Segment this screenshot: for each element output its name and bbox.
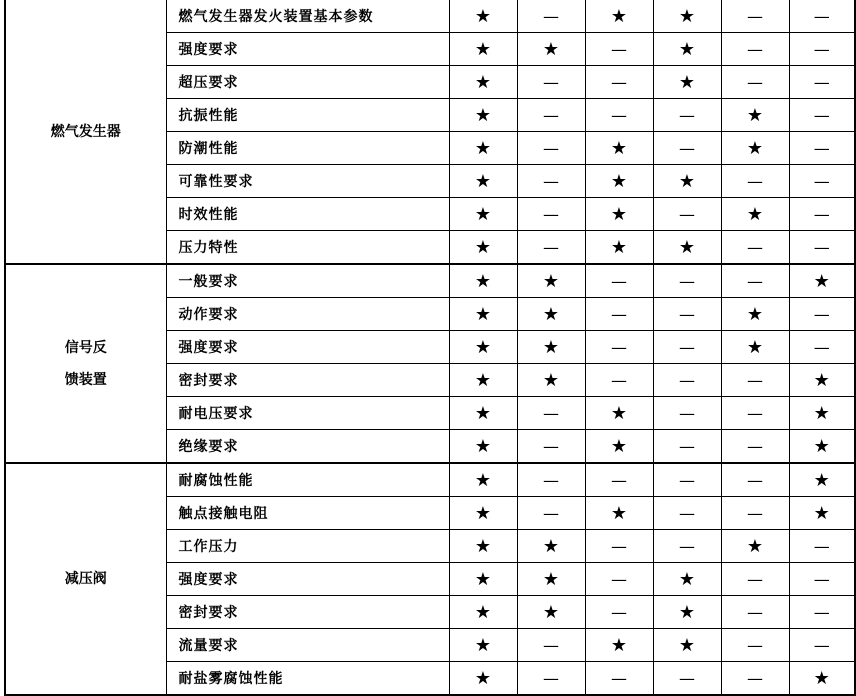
dash-mark — [721, 463, 789, 497]
dash-icon: — — [679, 503, 695, 523]
star-mark — [721, 198, 789, 231]
item-name: 强度要求 — [166, 331, 449, 364]
dash-icon: — — [813, 635, 830, 655]
star-mark — [449, 563, 517, 596]
star-mark — [653, 629, 721, 662]
star-icon: ★ — [542, 601, 560, 623]
dash-mark — [653, 463, 721, 497]
star-icon: ★ — [474, 634, 492, 656]
dash-icon: — — [747, 271, 763, 291]
group-label — [5, 264, 166, 463]
table-row — [5, 0, 855, 33]
dash-icon: — — [679, 403, 695, 423]
star-icon: ★ — [746, 137, 764, 159]
dash-mark — [585, 463, 653, 497]
dash-mark — [585, 596, 653, 629]
star-mark — [585, 231, 653, 265]
star-icon: ★ — [474, 435, 492, 457]
dash-mark — [653, 530, 721, 563]
star-icon: ★ — [813, 369, 830, 391]
star-mark — [585, 629, 653, 662]
dash-mark — [721, 397, 789, 430]
star-icon: ★ — [813, 435, 830, 457]
dash-mark — [653, 364, 721, 397]
dash-icon: — — [611, 105, 627, 125]
dash-icon: — — [543, 6, 559, 26]
dash-mark — [721, 430, 789, 464]
dash-mark — [789, 0, 855, 33]
dash-icon: — — [543, 436, 559, 456]
star-mark — [653, 66, 721, 99]
dash-mark — [721, 33, 789, 66]
item-name: 燃气发生器发火装置基本参数 — [166, 0, 449, 33]
dash-mark — [653, 397, 721, 430]
dash-mark — [789, 563, 855, 596]
star-mark — [517, 331, 585, 364]
item-name: 耐腐蚀性能 — [166, 463, 449, 497]
star-icon: ★ — [678, 5, 696, 27]
star-icon: ★ — [474, 303, 492, 325]
star-icon: ★ — [474, 369, 492, 391]
dash-icon: — — [679, 337, 695, 357]
star-icon: ★ — [474, 203, 492, 225]
star-icon: ★ — [542, 568, 560, 590]
dash-icon: — — [813, 337, 830, 357]
dash-mark — [517, 132, 585, 165]
star-mark — [449, 629, 517, 662]
star-icon: ★ — [813, 502, 830, 524]
star-mark — [517, 33, 585, 66]
star-mark — [517, 563, 585, 596]
dash-mark — [517, 198, 585, 231]
item-name: 时效性能 — [166, 198, 449, 231]
dash-mark — [517, 629, 585, 662]
dash-icon: — — [543, 237, 559, 257]
dash-mark — [721, 364, 789, 397]
item-name: 一般要求 — [166, 264, 449, 298]
star-mark — [449, 364, 517, 397]
dash-icon: — — [813, 237, 830, 257]
dash-icon: — — [679, 304, 695, 324]
star-mark — [653, 0, 721, 33]
dash-icon: — — [611, 337, 627, 357]
dash-mark — [653, 298, 721, 331]
dash-mark — [517, 397, 585, 430]
dash-icon: — — [813, 569, 830, 589]
item-name: 强度要求 — [166, 33, 449, 66]
star-icon: ★ — [610, 402, 628, 424]
dash-mark — [653, 497, 721, 530]
dash-icon: — — [543, 171, 559, 191]
dash-mark — [721, 231, 789, 265]
star-icon: ★ — [813, 402, 830, 424]
dash-mark — [721, 0, 789, 33]
dash-icon: — — [747, 6, 763, 26]
dash-icon: — — [813, 204, 830, 224]
star-icon: ★ — [474, 5, 492, 27]
star-icon: ★ — [474, 137, 492, 159]
star-icon: ★ — [610, 502, 628, 524]
dash-icon: — — [813, 138, 830, 158]
star-icon: ★ — [474, 667, 492, 689]
dash-icon: — — [611, 668, 627, 688]
star-mark — [789, 463, 855, 497]
dash-mark — [585, 99, 653, 132]
dash-icon: — — [611, 470, 627, 490]
star-mark — [449, 99, 517, 132]
dash-mark — [653, 430, 721, 464]
dash-mark — [653, 264, 721, 298]
star-mark — [585, 0, 653, 33]
star-mark — [449, 430, 517, 464]
dash-icon: — — [611, 370, 627, 390]
star-mark — [721, 530, 789, 563]
dash-mark — [789, 629, 855, 662]
item-name: 密封要求 — [166, 364, 449, 397]
dash-icon: — — [679, 370, 695, 390]
star-mark — [449, 530, 517, 563]
dash-icon: — — [747, 569, 763, 589]
star-mark — [789, 662, 855, 696]
group-label-line: 燃气发生器 — [50, 123, 121, 140]
dash-mark — [789, 33, 855, 66]
dash-icon: — — [747, 436, 763, 456]
dash-icon: — — [747, 39, 763, 59]
dash-icon: — — [747, 503, 763, 523]
star-mark — [721, 132, 789, 165]
item-name: 防潮性能 — [166, 132, 449, 165]
dash-icon: — — [611, 536, 627, 556]
star-mark — [653, 165, 721, 198]
dash-icon: — — [747, 237, 763, 257]
star-icon: ★ — [610, 236, 628, 258]
dash-icon: — — [543, 635, 559, 655]
dash-mark — [653, 331, 721, 364]
group-label-line: 减压阀 — [64, 571, 107, 587]
star-icon: ★ — [813, 667, 830, 689]
star-mark — [449, 331, 517, 364]
star-mark — [789, 397, 855, 430]
star-mark — [585, 497, 653, 530]
dash-mark — [517, 99, 585, 132]
star-mark — [585, 165, 653, 198]
dash-mark — [653, 132, 721, 165]
dash-icon: — — [813, 536, 830, 556]
star-icon: ★ — [542, 336, 560, 358]
star-mark — [449, 231, 517, 265]
dash-icon: — — [611, 72, 627, 92]
star-icon: ★ — [678, 236, 696, 258]
dash-icon: — — [747, 171, 763, 191]
star-icon: ★ — [678, 38, 696, 60]
dash-icon: — — [813, 6, 830, 26]
dash-mark — [517, 231, 585, 265]
star-icon: ★ — [746, 535, 764, 557]
dash-mark — [789, 165, 855, 198]
star-mark — [653, 563, 721, 596]
star-mark — [585, 132, 653, 165]
star-icon: ★ — [813, 270, 830, 292]
dash-mark — [517, 662, 585, 696]
dash-icon: — — [543, 470, 559, 490]
dash-mark — [789, 530, 855, 563]
dash-mark — [585, 298, 653, 331]
dash-icon: — — [813, 602, 830, 622]
star-icon: ★ — [610, 5, 628, 27]
star-mark — [653, 231, 721, 265]
star-mark — [517, 364, 585, 397]
star-mark — [449, 497, 517, 530]
dash-icon: — — [679, 138, 695, 158]
star-mark — [653, 596, 721, 629]
star-mark — [449, 165, 517, 198]
star-icon: ★ — [610, 435, 628, 457]
dash-icon: — — [813, 72, 830, 92]
dash-icon: — — [543, 138, 559, 158]
star-icon: ★ — [610, 170, 628, 192]
dash-mark — [721, 596, 789, 629]
dash-mark — [585, 662, 653, 696]
dash-icon: — — [813, 171, 830, 191]
item-name: 动作要求 — [166, 298, 449, 331]
dash-mark — [721, 497, 789, 530]
star-mark — [449, 397, 517, 430]
star-mark — [789, 364, 855, 397]
dash-mark — [585, 66, 653, 99]
star-icon: ★ — [474, 104, 492, 126]
dash-mark — [585, 331, 653, 364]
star-mark — [517, 530, 585, 563]
star-icon: ★ — [474, 402, 492, 424]
star-mark — [449, 0, 517, 33]
star-mark — [653, 33, 721, 66]
dash-icon: — — [543, 72, 559, 92]
table-body — [5, 0, 855, 695]
star-mark — [449, 132, 517, 165]
dash-icon: — — [679, 105, 695, 125]
star-mark — [449, 66, 517, 99]
star-icon: ★ — [678, 634, 696, 656]
star-mark — [721, 331, 789, 364]
item-name: 压力特性 — [166, 231, 449, 265]
star-mark — [721, 298, 789, 331]
item-name: 工作压力 — [166, 530, 449, 563]
dash-mark — [653, 99, 721, 132]
dash-icon: — — [679, 271, 695, 291]
item-name: 抗振性能 — [166, 99, 449, 132]
star-icon: ★ — [746, 203, 764, 225]
dash-icon: — — [611, 569, 627, 589]
dash-mark — [721, 264, 789, 298]
star-icon: ★ — [746, 104, 764, 126]
star-mark — [721, 99, 789, 132]
star-icon: ★ — [813, 469, 830, 491]
dash-icon: — — [679, 204, 695, 224]
item-name: 流量要求 — [166, 629, 449, 662]
star-icon: ★ — [678, 170, 696, 192]
dash-icon: — — [543, 503, 559, 523]
dash-mark — [789, 298, 855, 331]
dash-mark — [653, 198, 721, 231]
star-icon: ★ — [678, 601, 696, 623]
star-mark — [449, 198, 517, 231]
dash-mark — [789, 99, 855, 132]
star-mark — [449, 463, 517, 497]
group-label — [5, 0, 166, 264]
star-icon: ★ — [474, 71, 492, 93]
star-icon: ★ — [678, 568, 696, 590]
dash-mark — [517, 66, 585, 99]
dash-icon: — — [679, 470, 695, 490]
dash-icon: — — [543, 105, 559, 125]
star-icon: ★ — [542, 369, 560, 391]
star-icon: ★ — [610, 203, 628, 225]
star-mark — [789, 430, 855, 464]
table-row — [5, 264, 855, 298]
dash-mark — [721, 629, 789, 662]
star-icon: ★ — [474, 270, 492, 292]
dash-mark — [517, 165, 585, 198]
star-icon: ★ — [542, 535, 560, 557]
dash-icon: — — [747, 72, 763, 92]
inspection-items-table — [4, 0, 856, 696]
dash-icon: — — [747, 602, 763, 622]
star-icon: ★ — [542, 38, 560, 60]
dash-icon: — — [679, 536, 695, 556]
star-mark — [449, 298, 517, 331]
star-icon: ★ — [542, 270, 560, 292]
dash-icon: — — [813, 39, 830, 59]
star-mark — [517, 298, 585, 331]
star-mark — [517, 264, 585, 298]
star-mark — [789, 497, 855, 530]
dash-mark — [585, 563, 653, 596]
star-mark — [585, 397, 653, 430]
dash-icon: — — [813, 105, 830, 125]
dash-mark — [789, 331, 855, 364]
star-icon: ★ — [746, 303, 764, 325]
dash-mark — [721, 563, 789, 596]
dash-icon: — — [813, 304, 830, 324]
dash-mark — [585, 264, 653, 298]
item-name: 绝缘要求 — [166, 430, 449, 464]
group-label-line: 馈装置 — [64, 371, 107, 388]
star-icon: ★ — [678, 71, 696, 93]
star-icon: ★ — [746, 336, 764, 358]
dash-icon: — — [747, 668, 763, 688]
star-mark — [517, 596, 585, 629]
item-name: 超压要求 — [166, 66, 449, 99]
star-mark — [585, 430, 653, 464]
dash-mark — [653, 662, 721, 696]
dash-icon: — — [611, 39, 627, 59]
dash-icon: — — [747, 635, 763, 655]
dash-mark — [517, 0, 585, 33]
star-icon: ★ — [474, 535, 492, 557]
item-name: 耐盐雾腐蚀性能 — [166, 662, 449, 696]
dash-icon: — — [543, 403, 559, 423]
group-label-line: 信号反 — [64, 339, 107, 356]
dash-icon: — — [611, 271, 627, 291]
dash-mark — [585, 530, 653, 563]
dash-mark — [721, 66, 789, 99]
dash-mark — [517, 497, 585, 530]
table-row — [5, 463, 855, 497]
dash-icon: — — [679, 436, 695, 456]
star-mark — [789, 264, 855, 298]
star-icon: ★ — [474, 568, 492, 590]
dash-mark — [789, 231, 855, 265]
star-mark — [449, 33, 517, 66]
dash-icon: — — [747, 370, 763, 390]
dash-icon: — — [611, 602, 627, 622]
star-icon: ★ — [474, 336, 492, 358]
dash-icon: — — [747, 403, 763, 423]
dash-icon: — — [747, 470, 763, 490]
dash-icon: — — [543, 668, 559, 688]
star-icon: ★ — [542, 303, 560, 325]
dash-icon: — — [543, 204, 559, 224]
star-mark — [585, 198, 653, 231]
item-name: 耐电压要求 — [166, 397, 449, 430]
star-icon: ★ — [610, 137, 628, 159]
star-mark — [449, 264, 517, 298]
dash-mark — [789, 66, 855, 99]
dash-mark — [585, 364, 653, 397]
dash-mark — [789, 198, 855, 231]
dash-mark — [517, 430, 585, 464]
dash-icon: — — [679, 668, 695, 688]
item-name: 强度要求 — [166, 563, 449, 596]
dash-mark — [789, 132, 855, 165]
dash-icon: — — [611, 304, 627, 324]
star-icon: ★ — [474, 469, 492, 491]
item-name: 可靠性要求 — [166, 165, 449, 198]
star-mark — [449, 662, 517, 696]
star-icon: ★ — [474, 502, 492, 524]
dash-mark — [721, 165, 789, 198]
star-icon: ★ — [474, 170, 492, 192]
dash-mark — [789, 596, 855, 629]
item-name: 触点接触电阻 — [166, 497, 449, 530]
star-icon: ★ — [474, 236, 492, 258]
dash-mark — [721, 662, 789, 696]
dash-mark — [585, 33, 653, 66]
dash-mark — [517, 463, 585, 497]
star-icon: ★ — [610, 634, 628, 656]
star-icon: ★ — [474, 601, 492, 623]
item-name: 密封要求 — [166, 596, 449, 629]
group-label — [5, 463, 166, 695]
star-mark — [449, 596, 517, 629]
star-icon: ★ — [474, 38, 492, 60]
